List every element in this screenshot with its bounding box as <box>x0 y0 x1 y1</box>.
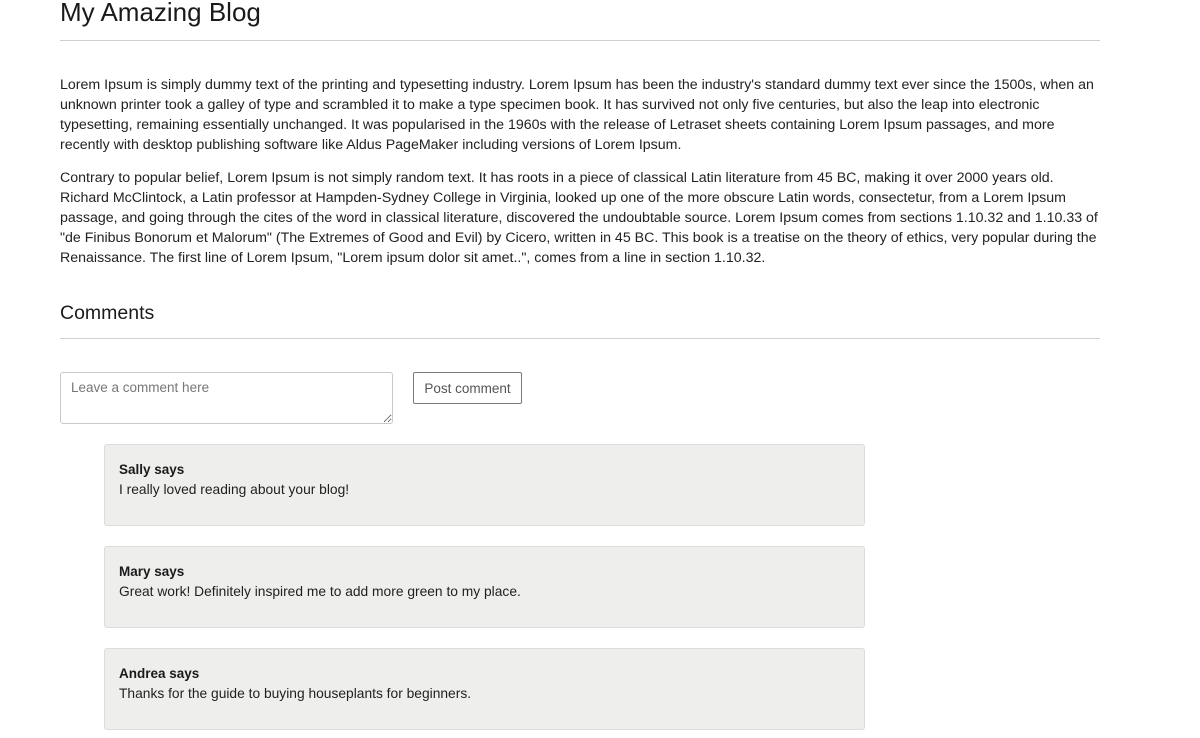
comment-card <box>104 648 865 730</box>
comment-author: Mary says <box>119 564 185 579</box>
page-title: My Amazing Blog <box>60 0 261 27</box>
comment-author: Sally says <box>119 462 185 477</box>
article-paragraph: Contrary to popular belief, Lorem Ipsum is not simply random text. It has roots in a piece of classical Latin literature from 45 BC, making it over 2000 years old. Richard McClintock, a Latin professor at Hampden-Sydney College in Virginia, looked up one of the more obscure Latin words, consectetur, from a Lorem Ipsum passage, and going through the cites of the word in classical literature, discovered the undoubtable source. Lorem Ipsum comes from sections 1.10.32 and 1.10.33 of "de Finibus Bonorum et Malorum" (The Extremes of Good and Evil) by Cicero, written in 45 BC. This book is a treatise on the theory of ethics, very popular during the Renaissance. The first line of Lorem Ipsum, "Lorem ipsum dolor sit amet..", comes from a line in section 1.10.32. <box>60 170 1098 266</box>
article-paragraph: Lorem Ipsum is simply dummy text of the printing and typesetting industry. Lorem Ipsum has been the industry's standard dummy text ever since the 1500s, when an unknown printer took a galley of type and scrambled it to make a type specimen book. It has survived not only five centuries, but also the leap into electronic typesetting, remaining essentially unchanged. It was popularised in the 1960s with the release of Letraset sheets containing Lorem Ipsum passages, and more recently with desktop publishing software like Aldus PageMaker including versions of Lorem Ipsum. <box>60 77 1094 153</box>
comment-card <box>104 444 865 526</box>
comment-text: I really loved reading about your blog! <box>119 482 350 497</box>
comment-input[interactable] <box>60 372 393 424</box>
article-body <box>60 75 1100 281</box>
post-comment-button[interactable]: Post comment <box>413 372 522 404</box>
title-divider <box>60 40 1100 41</box>
comment-text: Great work! Definitely inspired me to add more green to my place. <box>119 584 521 599</box>
comment-list <box>104 444 865 738</box>
comment-author: Andrea says <box>119 666 200 681</box>
comment-text: Thanks for the guide to buying houseplants for beginners. <box>119 686 472 701</box>
comments-heading: Comments <box>60 302 155 324</box>
comment-card <box>104 546 865 628</box>
comments-divider <box>60 338 1100 339</box>
